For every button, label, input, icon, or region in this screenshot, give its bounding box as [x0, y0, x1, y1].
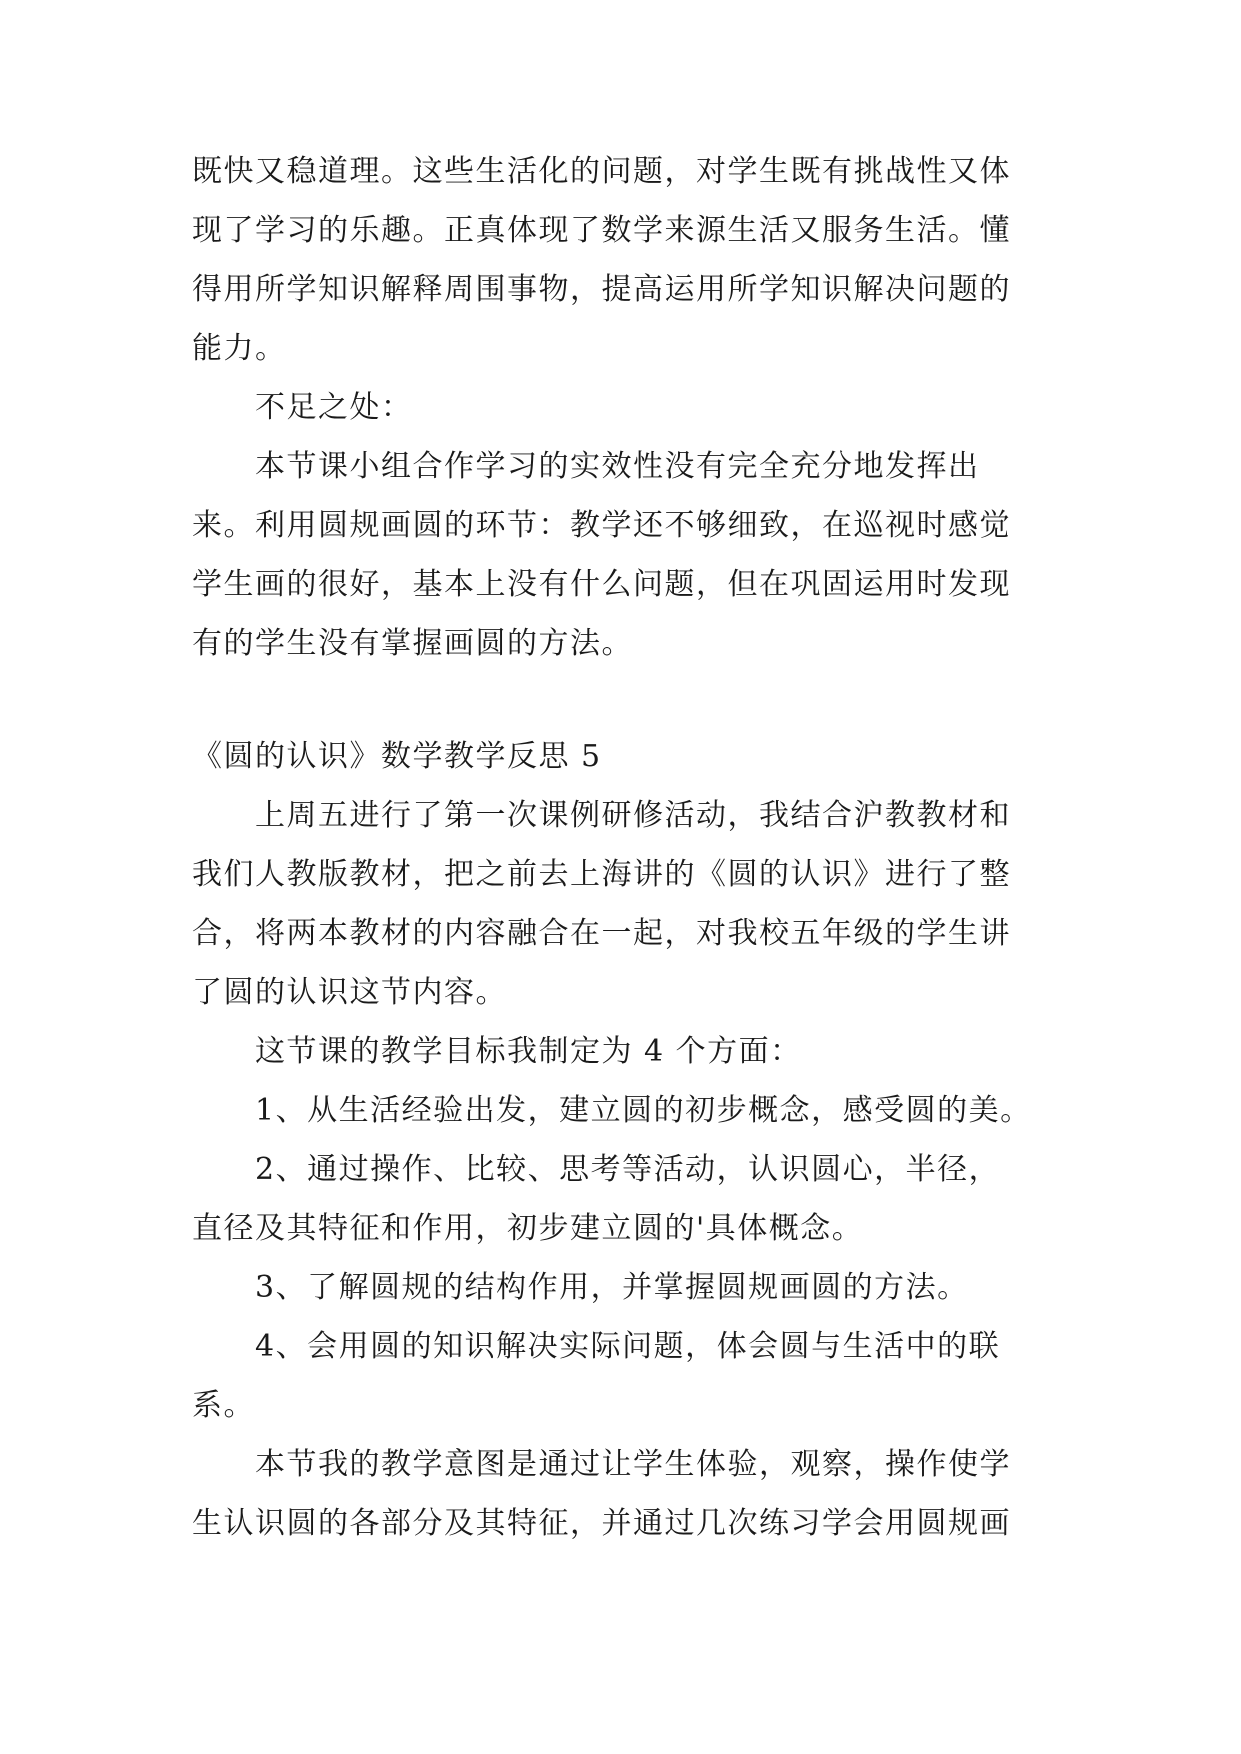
paragraph-line: 得用所学知识解释周围事物，提高运用所学知识解决问题的 [192, 272, 1011, 307]
paragraph-line: 来。利用圆规画圆的环节：教学还不够细致，在巡视时感觉 [192, 508, 1011, 543]
goal-item-2: 2、通过操作、比较、思考等活动，认识圆心，半径， [255, 1152, 1001, 1187]
paragraph-line: 合，将两本教材的内容融合在一起，对我校五年级的学生讲 [192, 916, 1011, 951]
paragraph-line: 系。 [192, 1388, 255, 1423]
goal-item-3: 3、了解圆规的结构作用，并掌握圆规画圆的方法。 [255, 1270, 969, 1305]
section-heading-shortcomings: 不足之处： [255, 390, 413, 425]
goal-item-4: 4、会用圆的知识解决实际问题，体会圆与生活中的联 [255, 1329, 1001, 1364]
article-title: 《圆的认识》数学教学反思 5 [192, 739, 602, 774]
paragraph-line: 我们人教版教材，把之前去上海讲的《圆的认识》进行了整 [192, 857, 1011, 892]
paragraph-line: 生认识圆的各部分及其特征，并通过几次练习学会用圆规画 [192, 1506, 1011, 1541]
paragraph-line: 既快又稳道理。这些生活化的问题，对学生既有挑战性又体 [192, 154, 1011, 189]
paragraph-line: 了圆的认识这节内容。 [192, 975, 507, 1010]
paragraph-line: 学生画的很好，基本上没有什么问题，但在巩固运用时发现 [192, 567, 1011, 602]
paragraph-line: 上周五进行了第一次课例研修活动，我结合沪教教材和 [255, 798, 1011, 833]
paragraph-line: 这节课的教学目标我制定为 4 个方面： [255, 1034, 802, 1069]
paragraph-line: 本节课小组合作学习的实效性没有完全充分地发挥出 [255, 449, 980, 484]
goal-item-1: 1、从生活经验出发，建立圆的初步概念，感受圆的美。 [255, 1093, 1032, 1128]
paragraph-line: 现了学习的乐趣。正真体现了数学来源生活又服务生活。懂 [192, 213, 1011, 248]
paragraph-line: 本节我的教学意图是通过让学生体验，观察，操作使学 [255, 1447, 1011, 1482]
paragraph-line: 能力。 [192, 331, 287, 366]
paragraph-line: 直径及其特征和作用，初步建立圆的'具体概念。 [192, 1211, 864, 1246]
paragraph-line: 有的学生没有掌握画圆的方法。 [192, 626, 633, 661]
